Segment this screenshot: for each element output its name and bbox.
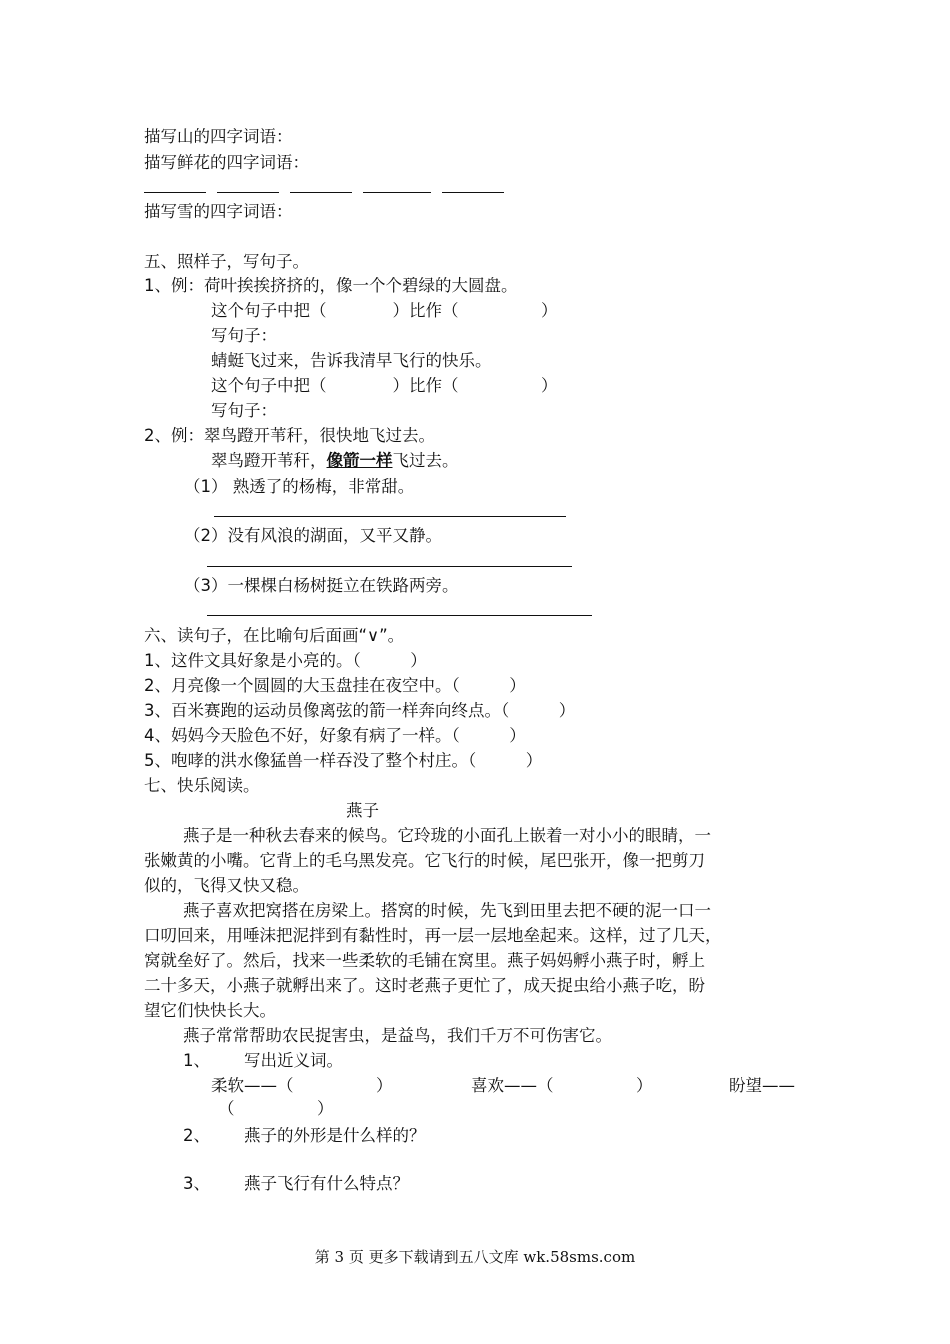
q6-item-5: 5、咆哮的洪水像猛兽一样吞没了整个村庄。（ ） xyxy=(144,751,543,770)
passage-p1-line-2: 张嫩黄的小嘴。它背上的毛乌黑发亮。它飞行的时候，尾巴张开，像一把剪刀 xyxy=(144,851,705,870)
model-pre: 翠鸟蹬开苇秆， xyxy=(211,451,327,470)
q7-1-text: 写出近义词。 xyxy=(244,1051,343,1070)
answer-line[interactable] xyxy=(214,516,566,517)
passage-p3: 燕子常常帮助农民捉害虫，是益鸟，我们千万不可伤害它。 xyxy=(183,1026,612,1045)
flower-words-prompt: 描写鲜花的四字词语： xyxy=(144,153,309,172)
synonym-1: 柔软——（ ） xyxy=(211,1076,393,1095)
q5-1-write-a: 写句子： xyxy=(211,326,277,345)
q5-2-item-3: （3）一棵棵白杨树挺立在铁路两旁。 xyxy=(184,576,459,595)
section-7-heading: 七、快乐阅读。 xyxy=(144,776,260,795)
q5-1-second-sentence: 蜻蜓飞过来，告诉我清早飞行的快乐。 xyxy=(211,351,492,370)
q6-item-3: 3、百米赛跑的运动员像离弦的箭一样奔向终点。（ ） xyxy=(144,701,576,720)
q5-1-compare-a: 这个句子中把（ ）比作（ ） xyxy=(211,301,558,320)
answer-line[interactable] xyxy=(207,615,592,616)
answer-blank[interactable] xyxy=(144,192,206,193)
snow-words-prompt: 描写雪的四字词语： xyxy=(144,202,293,221)
synonym-3-blank: （ ） xyxy=(218,1099,334,1118)
passage-p2-line-2: 口叨回来，用唾沫把泥拌到有黏性时，再一层一层地垒起来。这样，过了几天， xyxy=(144,926,722,945)
passage-p2-line-3: 窝就垒好了。然后，找来一些柔软的毛铺在窝里。燕子妈妈孵小燕子时，孵上 xyxy=(144,951,705,970)
q7-2-number: 2、 xyxy=(183,1126,210,1145)
answer-blank[interactable] xyxy=(442,192,504,193)
model-post: 飞过去。 xyxy=(392,451,459,470)
synonym-3: 盼望—— xyxy=(729,1076,795,1095)
q7-1-number: 1、 xyxy=(183,1051,210,1070)
q7-2-text: 燕子的外形是什么样的？ xyxy=(244,1126,426,1145)
page-footer: 第 3 页 更多下载请到五八文库 wk.58sms.com xyxy=(314,1248,636,1266)
q7-3-number: 3、 xyxy=(183,1174,210,1193)
answer-blank[interactable] xyxy=(217,192,279,193)
section-6-heading: 六、读句子，在比喻句后面画“∨”。 xyxy=(144,626,405,645)
q7-3-text: 燕子飞行有什么特点？ xyxy=(244,1174,409,1193)
q6-item-4: 4、妈妈今天脸色不好，好象有病了一样。（ ） xyxy=(144,726,526,745)
q5-1-write-b: 写句子： xyxy=(211,401,277,420)
q5-2-model-sentence xyxy=(211,449,459,473)
answer-blank[interactable] xyxy=(363,192,431,193)
model-emphasis: 像箭一样 xyxy=(326,451,393,470)
section-5-heading: 五、照样子，写句子。 xyxy=(144,252,309,271)
q5-2-item-2: （2）没有风浪的湖面，又平又静。 xyxy=(184,526,442,545)
q6-item-2: 2、月亮像一个圆圆的大玉盘挂在夜空中。（ ） xyxy=(144,676,526,695)
synonym-2: 喜欢——（ ） xyxy=(471,1076,653,1095)
q5-1-compare-b: 这个句子中把（ ）比作（ ） xyxy=(211,376,558,395)
answer-blank[interactable] xyxy=(290,192,352,193)
q5-2-item-1: （1） 熟透了的杨梅，非常甜。 xyxy=(184,477,415,496)
q5-2-example: 2、例：翠鸟蹬开苇秆，很快地飞过去。 xyxy=(144,426,435,445)
passage-p1-line-1: 燕子是一种秋去春来的候鸟。它玲珑的小面孔上嵌着一对小小的眼睛，一 xyxy=(183,826,711,845)
passage-p2-line-5: 望它们快快长大。 xyxy=(144,1001,276,1020)
passage-p2-line-4: 二十多天，小燕子就孵出来了。这时老燕子更忙了，成天捉虫给小燕子吃，盼 xyxy=(144,976,705,995)
answer-line[interactable] xyxy=(207,566,572,567)
mountain-words-prompt: 描写山的四字词语： xyxy=(144,127,293,146)
passage-p2-line-1: 燕子喜欢把窝搭在房梁上。搭窝的时候，先飞到田里去把不硬的泥一口一 xyxy=(183,901,711,920)
passage-title: 燕子 xyxy=(346,801,379,820)
q5-1-example: 1、例：荷叶挨挨挤挤的，像一个个碧绿的大圆盘。 xyxy=(144,276,518,295)
passage-p1-line-3: 似的，飞得又快又稳。 xyxy=(144,876,309,895)
q6-item-1: 1、这件文具好象是小亮的。（ ） xyxy=(144,651,427,670)
